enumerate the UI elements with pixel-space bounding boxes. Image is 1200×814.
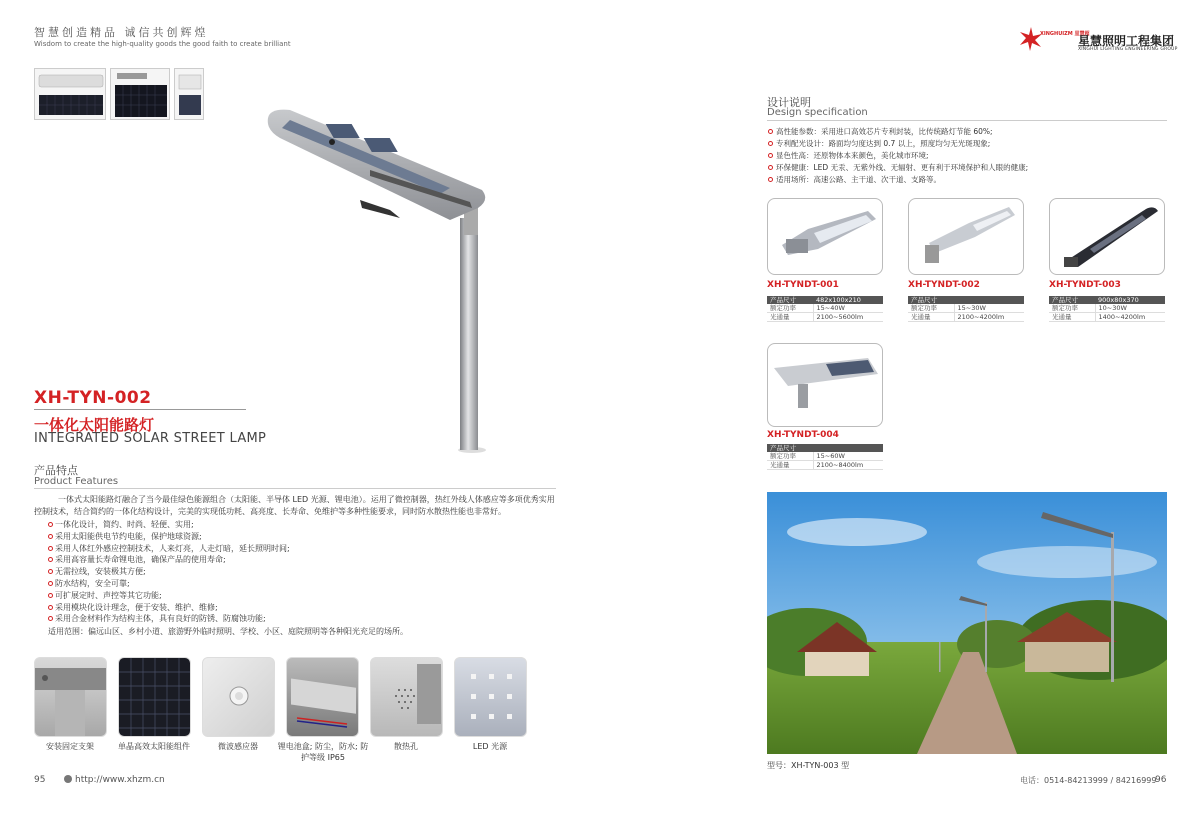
bullet-icon (48, 534, 53, 539)
product-image-4 (767, 343, 883, 427)
bullet-icon (48, 605, 53, 610)
list-item: 采用人体红外感应控制技术，人来灯亮，人走灯暗，延长照明时间; (48, 543, 290, 555)
component-label: 单晶高效太阳能组件 (118, 742, 190, 751)
list-item: 采用太阳能供电节约电能，保护地球资源; (48, 531, 290, 543)
page-number-left: 95 (34, 775, 46, 785)
list-item: 专利配光设计：路面均匀度达到 0.7 以上，照度均匀无光斑现象; (768, 138, 1028, 150)
thumbnail-panel (110, 68, 170, 120)
installation-scene-photo (767, 492, 1167, 754)
bullet-icon (768, 141, 773, 146)
list-item: 高性能参数：采用进口高效芯片专利封装，比传统路灯节能 60%; (768, 126, 1028, 138)
list-item: 防水结构，安全可靠; (48, 578, 290, 590)
component-label: 安装固定支架 (46, 742, 94, 751)
component-label: 散热孔 (394, 742, 418, 751)
photo-caption: 型号：XH-TYN-003 型 (767, 761, 850, 770)
list-item: 采用合金材料作为结构主体，具有良好的防锈、防腐蚀功能; (48, 613, 290, 625)
bullet-icon (768, 153, 773, 158)
page-number-right: 96 (1155, 775, 1167, 785)
feature-list (48, 519, 290, 625)
divider (767, 120, 1167, 121)
solar-street-lamp-illustration (250, 90, 510, 455)
product-title-en: INTEGRATED SOLAR STREET LAMP (34, 431, 267, 446)
component-vent-holes-image (370, 657, 443, 737)
component-solar-panel-image (118, 657, 191, 737)
bullet-icon (48, 569, 53, 574)
spec-list (768, 126, 1028, 186)
product-image-2 (908, 198, 1024, 275)
bullet-icon (48, 546, 53, 551)
product-name-2: XH-TYNDT-002 (908, 280, 980, 290)
bullet-icon (768, 129, 773, 134)
logo-text: XINGHUIZM 星慧超 (1040, 31, 1090, 37)
component-label: LED 光源 (472, 742, 508, 751)
website-link[interactable]: http://www.xhzm.cn (64, 775, 165, 785)
design-heading-en: Design specification (767, 107, 868, 118)
component-label: 微波感应器 (218, 742, 258, 751)
component-battery-box-image (286, 657, 359, 737)
product-name-3: XH-TYNDT-003 (1049, 280, 1121, 290)
component-bracket-image (34, 657, 107, 737)
list-item: 一体化设计，简约、时尚、轻便、实用; (48, 519, 290, 531)
product-name-4: XH-TYNDT-004 (767, 430, 839, 440)
brand-name-en: XINGHUI LIGHTING ENGINEERING GROUP (1078, 47, 1178, 52)
thumbnail-front (34, 68, 106, 120)
divider (34, 409, 246, 410)
product-spec-table-1: 产品尺寸 482x100x210 额定功率 15~40W 光通量 2100~5600lm (767, 296, 883, 322)
divider (34, 488, 556, 489)
bullet-icon (48, 581, 53, 586)
list-item: 环保健康：LED 无汞、无紫外线、无辐射、更有利于环境保护和人眼的健康; (768, 162, 1028, 174)
bullet-icon (768, 177, 773, 182)
brand-name-cn: 星慧照明工程集团 (1078, 34, 1175, 48)
slogan-en: Wisdom to create the high-quality goods the good faith to create brilliant (34, 40, 291, 48)
bullet-icon (48, 593, 53, 598)
product-intro: 一体式太阳能路灯融合了当今最佳绿色能源组合（太阳能、半导体 LED 光源、锂电池）。运用了微控制器，热红外线人体感应等多项优秀实用控制技术，结合简约的一体化结构设计，完美的实现低功耗、高亮度、长寿命、免维护等多种性能要求，同时防水散热性能也非常好。 (34, 495, 555, 516)
application-scope: 适用范围：偏远山区、乡村小道、旅游野外临时照明、学校、小区、庭院照明等各种阳光充足的场所。 (48, 627, 408, 636)
slogan-cn: 智慧创造精品 诚信共创辉煌 (34, 26, 209, 39)
list-item: 显色性高：还原物体本来颜色，美化城市环境; (768, 150, 1028, 162)
product-image-1 (767, 198, 883, 275)
component-led-source-image (454, 657, 527, 737)
bullet-icon (48, 557, 53, 562)
list-item: 无需拉线，安装极其方便; (48, 566, 290, 578)
product-image-3 (1049, 198, 1165, 275)
design-heading-cn: 设计说明 (767, 96, 811, 109)
features-heading-cn: 产品特点 (34, 464, 78, 477)
list-item: 适用场所：高速公路、主干道、次干道、支路等。 (768, 174, 1028, 186)
component-microwave-sensor-image (202, 657, 275, 737)
globe-icon (64, 775, 72, 783)
list-item: 采用模块化设计理念，便于安装、维护、维修; (48, 602, 290, 614)
contact-phone: 电话：0514-84213999 / 84216999 (1020, 776, 1157, 785)
thumbnail-side (174, 68, 204, 120)
bullet-icon (48, 522, 53, 527)
features-heading-en: Product Features (34, 476, 119, 487)
product-spec-table-4: 产品尺寸 额定功率 15~60W 光通量 2100~8400lm (767, 444, 883, 470)
product-spec-table-3: 产品尺寸 900x80x370 额定功率 10~30W 光通量 1400~4200lm (1049, 296, 1165, 322)
component-label: 锂电池盒; 防尘，防水; 防护等级 IP65 (277, 742, 369, 762)
product-model: XH-TYN-002 (34, 388, 152, 408)
list-item: 采用高容量长寿命锂电池，确保产品的使用寿命; (48, 554, 290, 566)
product-title-cn: 一体化太阳能路灯 (34, 416, 155, 434)
bullet-icon (48, 616, 53, 621)
bullet-icon (768, 165, 773, 170)
product-name-1: XH-TYNDT-001 (767, 280, 839, 290)
product-spec-table-2: 产品尺寸 额定功率 15~30W 光通量 2100~4200lm (908, 296, 1024, 322)
list-item: 可扩展定时、声控等其它功能; (48, 590, 290, 602)
